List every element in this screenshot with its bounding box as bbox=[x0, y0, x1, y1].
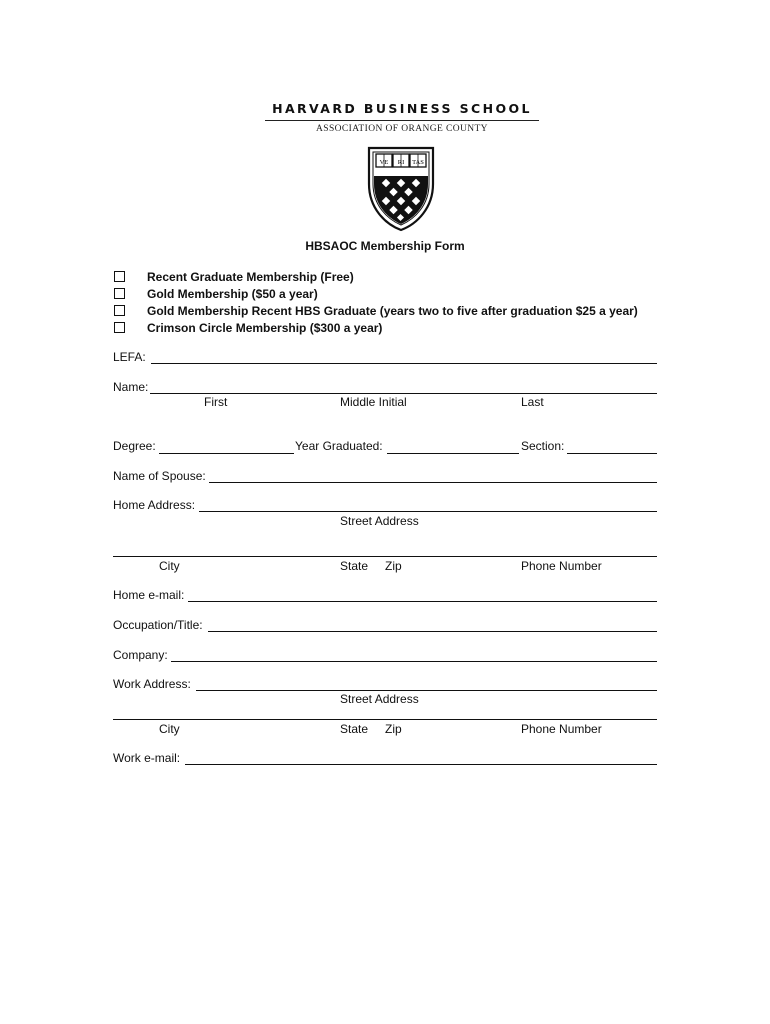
work-phone-caption: Phone Number bbox=[521, 722, 602, 736]
home-city-state-zip-phone-field[interactable] bbox=[113, 556, 657, 557]
option-label: Crimson Circle Membership ($300 a year) bbox=[147, 321, 383, 335]
work-street-caption: Street Address bbox=[340, 692, 419, 706]
home-street-caption: Street Address bbox=[340, 514, 419, 528]
work-zip-caption: Zip bbox=[385, 722, 402, 736]
section-label: Section: bbox=[521, 439, 565, 453]
company-field[interactable] bbox=[171, 661, 657, 662]
degree-field[interactable] bbox=[159, 453, 294, 454]
occupation-label: Occupation/Title: bbox=[113, 618, 203, 632]
spouse-label: Name of Spouse: bbox=[113, 469, 206, 483]
header-rule bbox=[265, 120, 539, 121]
name-label: Name: bbox=[113, 380, 149, 394]
crest-letters-ve: VE bbox=[379, 159, 389, 166]
work-address-label: Work Address: bbox=[113, 677, 191, 691]
company-label: Company: bbox=[113, 648, 168, 662]
year-graduated-field[interactable] bbox=[387, 453, 519, 454]
option-label: Gold Membership Recent HBS Graduate (years two to five after graduation $25 a year) bbox=[147, 304, 638, 318]
association-name: ASSOCIATION OF ORANGE COUNTY bbox=[316, 124, 488, 134]
work-city-state-zip-phone-field[interactable] bbox=[113, 719, 657, 720]
form-title: HBSAOC Membership Form bbox=[305, 239, 465, 253]
crest-letters-ri: RI bbox=[397, 159, 405, 166]
home-email-label: Home e-mail: bbox=[113, 588, 185, 602]
spouse-field[interactable] bbox=[209, 482, 657, 483]
home-email-field[interactable] bbox=[188, 601, 657, 602]
checkbox[interactable] bbox=[114, 288, 125, 299]
last-caption: Last bbox=[521, 395, 544, 409]
home-phone-caption: Phone Number bbox=[521, 559, 602, 573]
year-graduated-label: Year Graduated: bbox=[295, 439, 383, 453]
option-label: Gold Membership ($50 a year) bbox=[147, 287, 318, 301]
home-city-caption: City bbox=[159, 559, 180, 573]
lefa-field[interactable] bbox=[151, 363, 657, 364]
school-name: HARVARD BUSINESS SCHOOL bbox=[272, 101, 532, 116]
first-caption: First bbox=[204, 395, 228, 409]
checkbox[interactable] bbox=[114, 305, 125, 316]
home-street-field[interactable] bbox=[199, 511, 657, 512]
section-field[interactable] bbox=[567, 453, 657, 454]
lefa-label: LEFA: bbox=[113, 350, 146, 364]
work-email-label: Work e-mail: bbox=[113, 751, 181, 765]
degree-label: Degree: bbox=[113, 439, 156, 453]
work-email-field[interactable] bbox=[185, 764, 657, 765]
middle-initial-caption: Middle Initial bbox=[340, 395, 407, 409]
home-zip-caption: Zip bbox=[385, 559, 402, 573]
home-address-label: Home Address: bbox=[113, 498, 196, 512]
option-label: Recent Graduate Membership (Free) bbox=[147, 270, 354, 284]
hbs-crest-logo bbox=[365, 146, 437, 232]
crest-letters-tas: TAS bbox=[412, 159, 424, 166]
work-state-caption: State bbox=[340, 722, 369, 736]
work-street-field[interactable] bbox=[196, 690, 657, 691]
checkbox[interactable] bbox=[114, 271, 125, 282]
checkbox[interactable] bbox=[114, 322, 125, 333]
work-city-caption: City bbox=[159, 722, 180, 736]
occupation-field[interactable] bbox=[208, 631, 657, 632]
name-field[interactable] bbox=[150, 393, 657, 394]
home-state-caption: State bbox=[340, 559, 369, 573]
